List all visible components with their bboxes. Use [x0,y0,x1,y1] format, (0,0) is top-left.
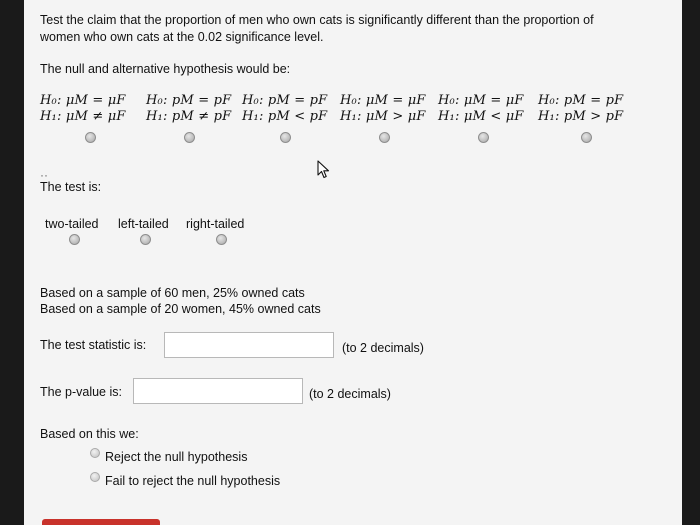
question-page [24,0,682,525]
question-text-line1: Test the claim that the proportion of men who own cats is significantly different than the proportion of [40,13,594,27]
decision-label-fail-to-reject: Fail to reject the null hypothesis [105,474,281,488]
sample-men: Based on a sample of 60 men, 25% owned cats [40,286,305,300]
option-4-null: H₀: μM = μF [340,93,426,108]
p-value-label: The p-value is: [40,385,122,399]
dots: ·· [40,168,48,182]
option-4-alt: H₁: μM > μF [340,109,426,124]
option-2-null: H₀: pM = pF [146,93,232,108]
submit-button[interactable] [42,519,160,525]
option-5-alt: H₁: μM < μF [438,109,524,124]
option-3-alt: H₁: pM < pF [242,109,328,124]
p-value-input[interactable] [133,378,303,404]
test-label-two-tailed: two-tailed [45,217,99,231]
mouse-pointer-icon [317,160,331,180]
decision-radio-fail-to-reject[interactable] [90,472,100,482]
decision-label-reject: Reject the null hypothesis [105,450,248,464]
hypotheses-prompt: The null and alternative hypothesis would be: [40,62,291,76]
hypothesis-radio-3[interactable] [280,132,291,143]
test-radio-left-tailed[interactable] [140,234,151,245]
option-1-null: H₀: μM = μF [40,93,126,108]
option-1-alt: H₁: μM ≠ μF [40,109,126,124]
hypothesis-radio-6[interactable] [581,132,592,143]
hypothesis-radio-1[interactable] [85,132,96,143]
test-statistic-input[interactable] [164,332,334,358]
hypothesis-radio-4[interactable] [379,132,390,143]
test-statistic-label: The test statistic is: [40,338,147,352]
decision-prompt: Based on this we: [40,427,139,441]
p-value-hint: (to 2 decimals) [309,387,391,401]
test-radio-right-tailed[interactable] [216,234,227,245]
hypothesis-radio-2[interactable] [184,132,195,143]
option-2-alt: H₁: pM ≠ pF [146,109,232,124]
sample-women: Based on a sample of 20 women, 45% owned cats [40,302,321,316]
option-3-null: H₀: pM = pF [242,93,328,108]
option-6-null: H₀: pM = pF [538,93,624,108]
test-prompt: The test is: [40,180,102,194]
test-statistic-hint: (to 2 decimals) [342,341,424,355]
decision-radio-reject[interactable] [90,448,100,458]
test-label-left-tailed: left-tailed [118,217,169,231]
option-6-alt: H₁: pM > pF [538,109,624,124]
test-label-right-tailed: right-tailed [186,217,245,231]
question-text-line2: women who own cats at the 0.02 significance level. [40,30,324,44]
test-radio-two-tailed[interactable] [69,234,80,245]
option-5-null: H₀: μM = μF [438,93,524,108]
hypothesis-radio-5[interactable] [478,132,489,143]
